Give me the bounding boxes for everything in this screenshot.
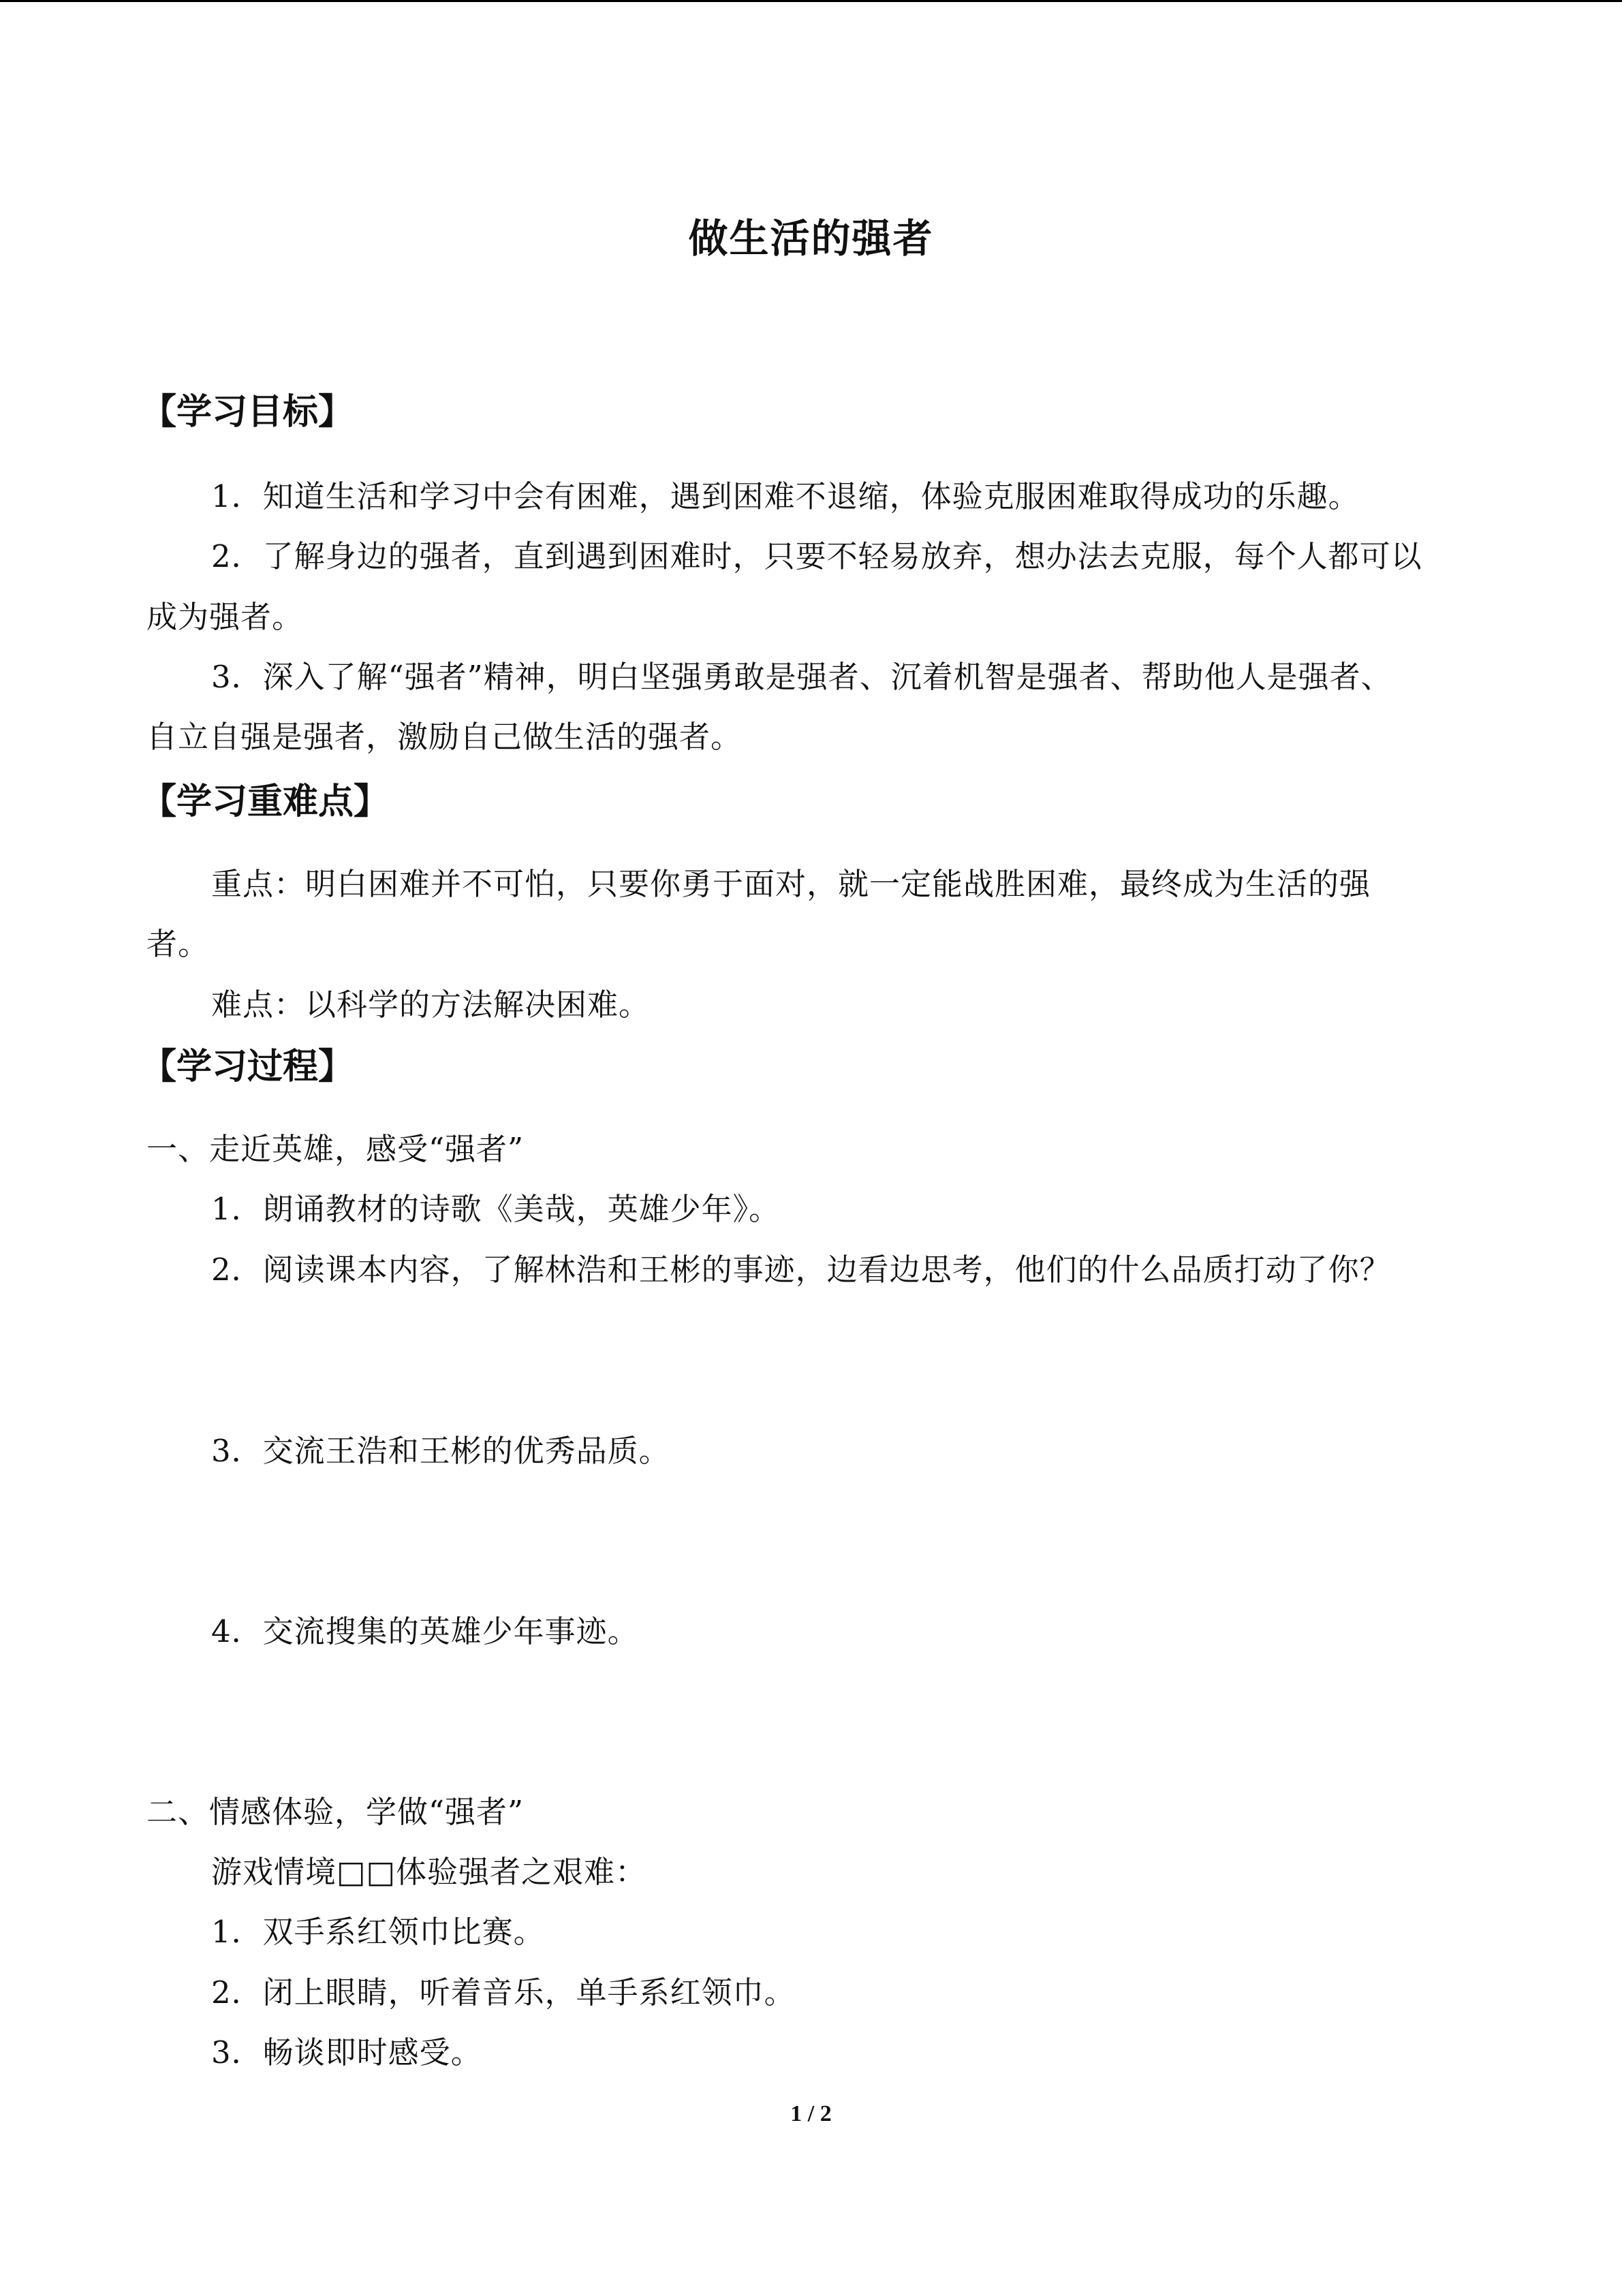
process-part2-intro: 游戏情境□□体验强者之艰难：: [211, 1854, 647, 1890]
page-number: 1 / 2: [790, 2101, 832, 2126]
process-part1-title: 一、走近英雄，感受“强者”: [146, 1131, 525, 1167]
process-part2-title: 二、情感体验，学做“强者”: [146, 1794, 525, 1830]
process-part2-item-3: 3．畅谈即时感受。: [211, 2034, 482, 2070]
goal-item-3-continued: 自立自强是强者，激励自己做生活的强者。: [146, 719, 743, 755]
keypoint-difficulty: 难点：以科学的方法解决困难。: [211, 987, 651, 1023]
section-heading-keypoints: 【学习重难点】: [141, 781, 390, 822]
goal-item-2-continued: 成为强者。: [146, 599, 304, 635]
goal-item-3: 3．深入了解“强者”精神，明白坚强勇敢是强者、沉着机智是强者、帮助他人是强者、: [211, 659, 1392, 695]
goal-item-2: 2．了解身边的强者，直到遇到困难时，只要不轻易放弃，想办法去克服，每个人都可以: [211, 538, 1422, 574]
document-page: [0, 2, 1622, 2296]
process-part1-item-3: 3．交流王浩和王彬的优秀品质。: [211, 1433, 670, 1469]
section-heading-process: 【学习过程】: [141, 1046, 354, 1087]
process-part1-item-2: 2．阅读课本内容，了解林浩和王彬的事迹，边看边思考，他们的什么品质打动了你？: [211, 1252, 1391, 1288]
process-part1-item-4: 4．交流搜集的英雄少年事迹。: [211, 1613, 639, 1649]
goal-item-1: 1．知道生活和学习中会有困难，遇到困难不退缩，体验克服困难取得成功的乐趣。: [211, 478, 1360, 514]
process-part2-item-2: 2．闭上眼睛，听着音乐，单手系红领巾。: [211, 1974, 796, 2011]
keypoint-focus-continued: 者。: [146, 926, 210, 962]
document-title: 做生活的强者: [688, 215, 934, 262]
process-part1-item-1: 1．朗诵教材的诗歌《美哉，英雄少年》。: [211, 1191, 781, 1227]
process-part2-item-1: 1．双手系红领巾比赛。: [211, 1914, 545, 1950]
section-heading-goals: 【学习目标】: [141, 392, 354, 433]
keypoint-focus: 重点：明白困难并不可怕，只要你勇于面对，就一定能战胜困难，最终成为生活的强: [211, 866, 1371, 902]
